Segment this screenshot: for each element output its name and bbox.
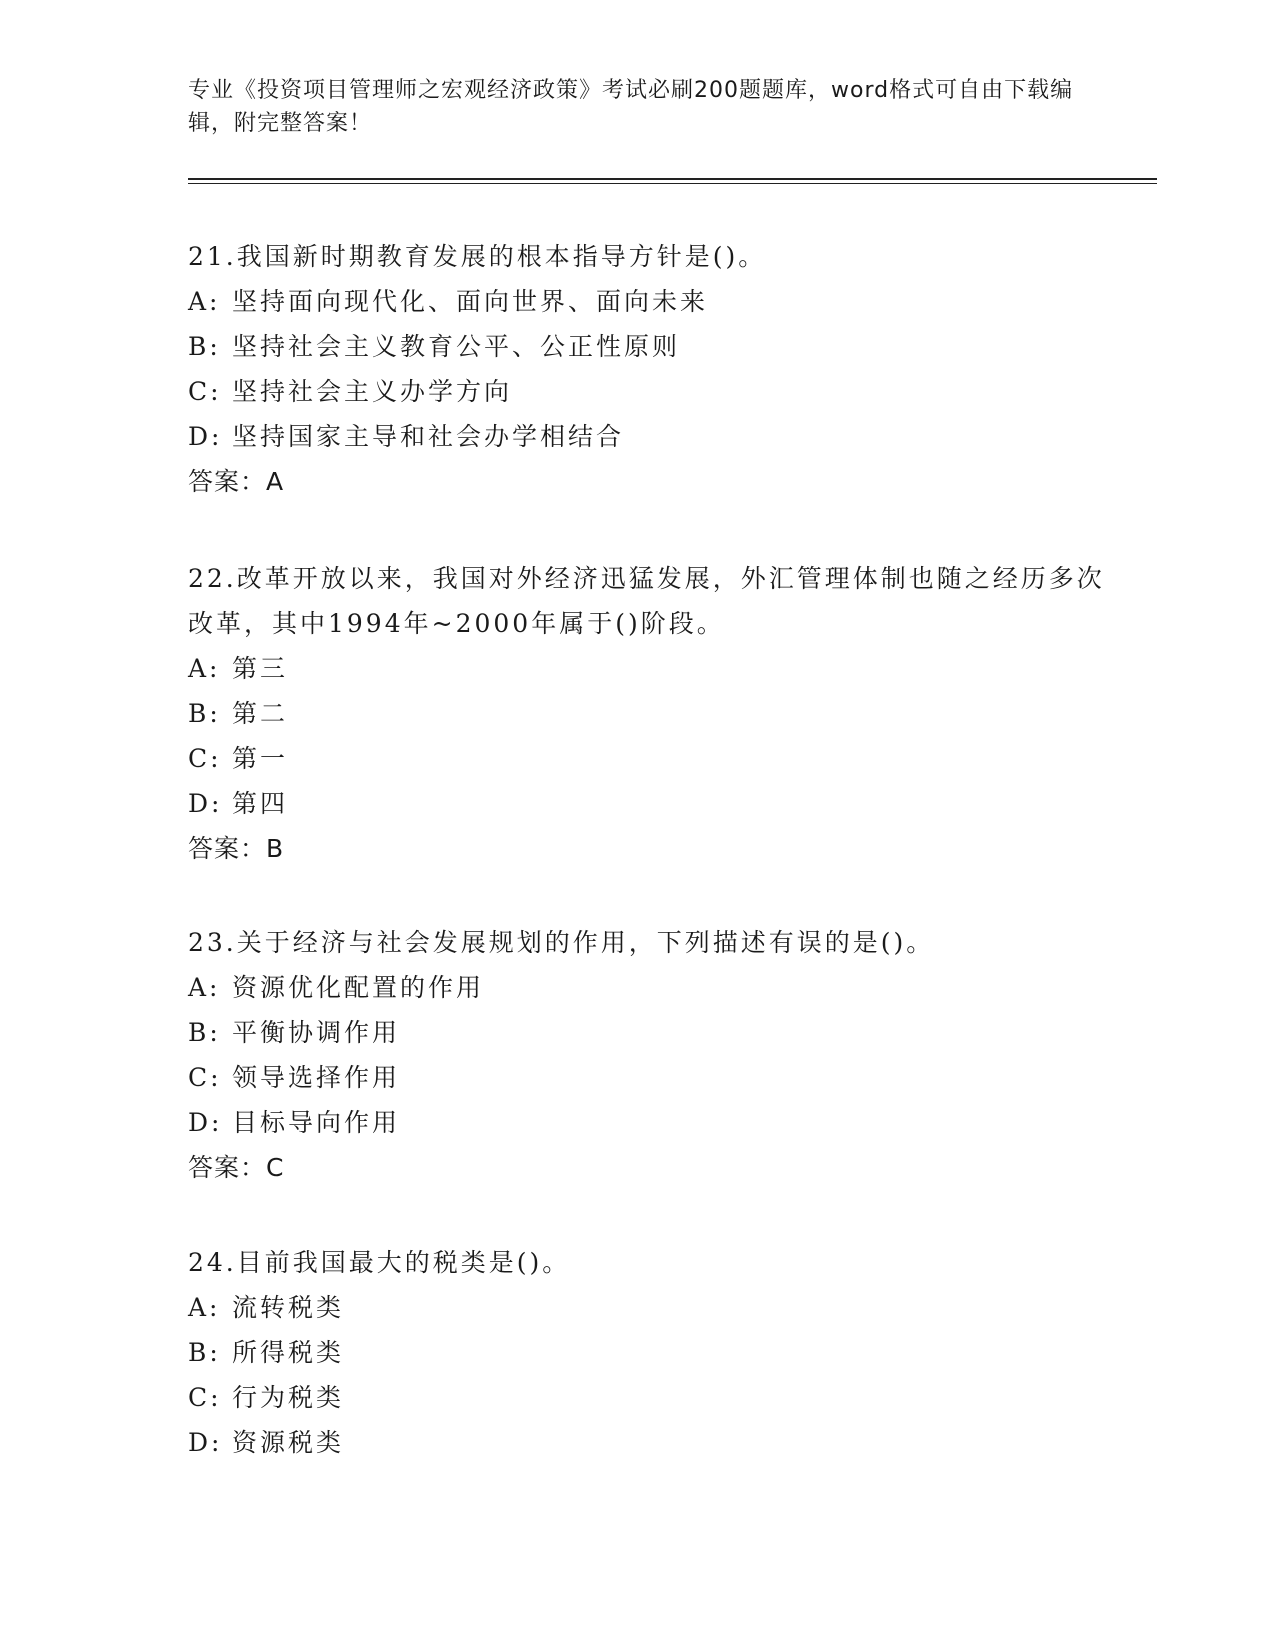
option-letter: C: [188, 377, 222, 406]
option-b [188, 691, 1108, 736]
option-letter: B: [188, 699, 221, 728]
option-letter: D: [188, 789, 223, 818]
document-header: 专业《投资项目管理师之宏观经济政策》考试必刷200题题库，word格式可自由下载编辑，附完整答案！ [188, 78, 1074, 136]
option-text: 资源优化配置的作用 [232, 973, 485, 1002]
option-c [188, 1055, 1108, 1100]
header-divider-thin [188, 183, 1157, 184]
question-stem: 24.目前我国最大的税类是()。 [188, 1248, 571, 1277]
option-letter: B: [188, 1338, 221, 1367]
answer-line: 答案：B [188, 834, 285, 863]
option-d [188, 414, 1108, 459]
option-text: 所得税类 [232, 1338, 345, 1367]
option-letter: A: [188, 973, 221, 1002]
question-21 [188, 234, 1108, 504]
option-text: 行为税类 [232, 1383, 345, 1412]
answer-line: 答案：C [188, 1153, 285, 1182]
option-b [188, 1010, 1108, 1055]
option-letter: C: [188, 1063, 222, 1092]
question-24 [188, 1240, 1108, 1465]
option-a [188, 646, 1108, 691]
header-divider-thick [188, 178, 1157, 180]
option-letter: D: [188, 1108, 223, 1137]
answer-line: 答案：A [188, 467, 285, 496]
option-text: 坚持社会主义办学方向 [232, 377, 513, 406]
option-c [188, 1375, 1108, 1420]
option-text: 第四 [232, 789, 289, 818]
option-letter: C: [188, 1383, 222, 1412]
option-letter: A: [188, 1293, 221, 1322]
option-letter: B: [188, 332, 221, 361]
option-text: 流转税类 [232, 1293, 345, 1322]
question-22 [188, 556, 1108, 871]
option-a [188, 965, 1108, 1010]
option-text: 坚持社会主义教育公平、公正性原则 [232, 332, 681, 361]
question-23 [188, 920, 1108, 1190]
question-stem: 23.关于经济与社会发展规划的作用，下列描述有误的是()。 [188, 928, 935, 957]
option-b [188, 1330, 1108, 1375]
option-a [188, 279, 1108, 324]
option-d [188, 781, 1108, 826]
option-text: 领导选择作用 [232, 1063, 401, 1092]
option-c [188, 369, 1108, 414]
option-text: 第一 [232, 744, 289, 773]
option-text: 第二 [232, 699, 289, 728]
option-text: 坚持国家主导和社会办学相结合 [232, 422, 625, 451]
option-text: 第三 [232, 654, 289, 683]
option-letter: C: [188, 744, 222, 773]
option-d [188, 1420, 1108, 1465]
option-letter: D: [188, 1428, 223, 1457]
option-text: 目标导向作用 [232, 1108, 401, 1137]
question-stem: 21.我国新时期教育发展的根本指导方针是()。 [188, 242, 767, 271]
option-a [188, 1285, 1108, 1330]
option-c [188, 736, 1108, 781]
option-text: 坚持面向现代化、面向世界、面向未来 [232, 287, 709, 316]
option-text: 平衡协调作用 [232, 1018, 401, 1047]
question-stem: 22.改革开放以来，我国对外经济迅猛发展，外汇管理体制也随之经历多次改革，其中1994年~2000年属于()阶段。 [188, 564, 1105, 638]
option-letter: A: [188, 287, 221, 316]
option-text: 资源税类 [232, 1428, 345, 1457]
option-letter: A: [188, 654, 221, 683]
option-letter: D: [188, 422, 223, 451]
option-d [188, 1100, 1108, 1145]
option-letter: B: [188, 1018, 221, 1047]
option-b [188, 324, 1108, 369]
